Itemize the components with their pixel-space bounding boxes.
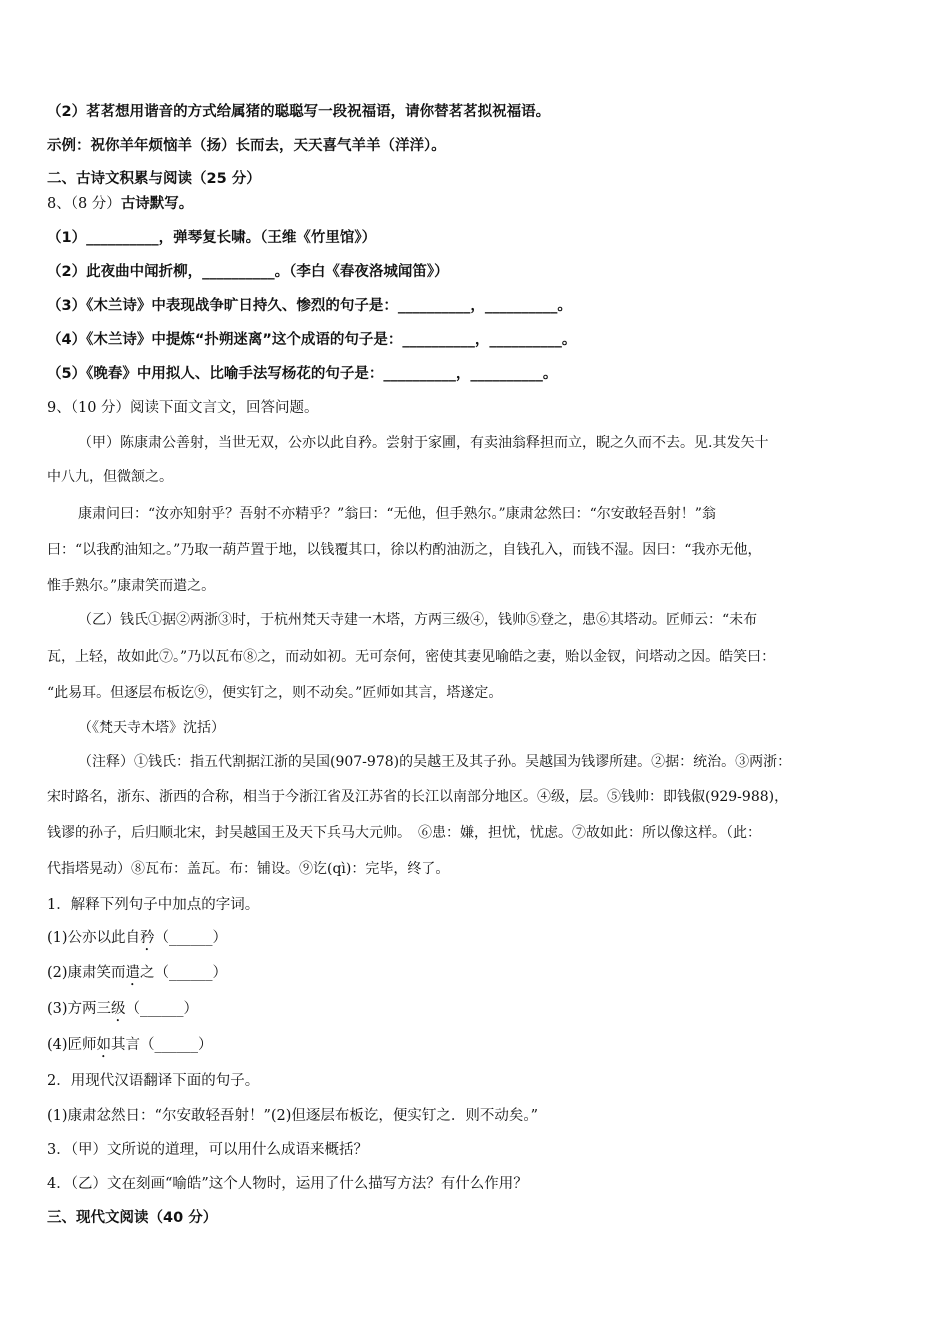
q8-instruction: 古诗默写。 xyxy=(120,196,194,212)
passage-line: 中八九，但微颔之。 xyxy=(47,469,173,485)
dotted-word: 如 xyxy=(96,1037,112,1053)
passage-line: “此易耳。但逐层布板讫⑨，便实钉之，则不动矣。”匠师如其言，塔遂定。 xyxy=(47,685,503,701)
passage-line: 瓦，上轻，故如此⑦。”乃以瓦布⑧之，而动如初。无可奈何，密使其妻见喻皓之妻，贻以金钗，问塔动之因。皓笑曰： xyxy=(47,649,776,665)
sub1-item-4 xyxy=(47,1035,213,1061)
sub1-item-1 xyxy=(47,928,227,954)
sub2-prompt: 2．用现代汉语翻译下面的句子。 xyxy=(47,1073,260,1089)
sub2-sentence: (1)康肃忿然日：“尔安敢轻吾射！”(2)但逐层布板讫，便实钉之．则不动矣。” xyxy=(47,1108,539,1124)
passage-line: 钱谬的孙子，后归顺北宋，封吴越国王及天下兵马大元帅。 ⑥患：嫌，担忧，忧虑。⑦故如此：所以像这样。（此： xyxy=(47,825,761,841)
item-text: (3)方两三 xyxy=(47,1001,112,1017)
q8-item-4: （4）《木兰诗》中提炼“扑朔迷离”这个成语的句子是：__________，__________。 xyxy=(47,332,577,348)
passage-line: 宋时路名，浙东、浙西的合称，相当于今浙江省及江苏省的长江以南部分地区。④级，层。⑤钱帅：即钱俶(929-988)， xyxy=(47,789,789,805)
q2-prompt: （2）茗茗想用谐音的方式给属猪的聪聪写一段祝福语，请你替茗茗拟祝福语。 xyxy=(47,104,551,120)
answer-blank: （______） xyxy=(154,930,228,946)
passage-line: 代指塔晃动）⑧瓦布：盖瓦。布：铺设。⑨讫(qì)：完毕，终了。 xyxy=(47,861,450,877)
passage-line: （注释）①钱氏：指五代割据江浙的吴国(907-978)的吴越王及其子孙。吴越国为钱谬所建。②据：统治。③两浙： xyxy=(78,754,792,770)
dotted-word: 矜 xyxy=(140,930,155,946)
passage-line: （乙）钱氏①据②两浙③时，于杭州梵天寺建一木塔，方两三级④，钱帅⑤登之，患⑥其塔动。匠师云：“未布 xyxy=(78,612,758,628)
sub1-item-3 xyxy=(47,999,198,1025)
item-text: (2)康肃笑而 xyxy=(47,965,126,981)
dotted-word: 级 xyxy=(111,1001,126,1017)
section3-heading: 三、现代文阅读（40 分） xyxy=(47,1210,218,1226)
answer-blank: 之（______） xyxy=(140,965,228,981)
q2-example: 示例：祝你羊年烦恼羊（扬）长而去，天天喜气羊羊（洋洋）。 xyxy=(47,138,446,154)
item-text: (1)公亦以此自 xyxy=(47,930,141,946)
q8-item-1: （1）__________，弹琴复长啸。（王维《竹里馆》） xyxy=(47,230,377,246)
answer-blank: （______） xyxy=(125,1001,199,1017)
answer-blank: 其言（______） xyxy=(111,1037,213,1053)
passage-line: 曰：“以我酌油知之。”乃取一葫芦置于地，以钱覆其口，徐以杓酌油沥之，自钱孔入，而钱不湿。因曰：“我亦无他， xyxy=(47,542,762,558)
q8-item-5: （5）《晚春》中用拟人、比喻手法写杨花的句子是：__________，__________。 xyxy=(47,366,558,382)
passage-line: 惟手熟尔。”康肃笑而遣之。 xyxy=(47,578,216,594)
sub4-question: 4．（乙）文在刻画“喻皓”这个人物时，运用了什么描写方法？有什么作用？ xyxy=(47,1176,528,1192)
q8-number: 8、（8 分） xyxy=(47,196,121,212)
q8-item-3: （3）《木兰诗》中表现战争旷日持久、惨烈的句子是：__________，__________。 xyxy=(47,298,572,314)
section2-heading: 二、古诗文积累与阅读（25 分） xyxy=(47,171,261,187)
sub1-prompt: 1．解释下列句子中加点的字词。 xyxy=(47,897,260,913)
sub1-item-2 xyxy=(47,963,227,989)
passage-source: （《梵天寺木塔》沈括） xyxy=(78,720,225,736)
passage-line: （甲）陈康肃公善射，当世无双，公亦以此自矜。尝射于家圃，有卖油翁释担而立，睨之久而不去。见.其发矢十 xyxy=(78,435,769,451)
sub3-question: 3．（甲）文所说的道理，可以用什么成语来概括？ xyxy=(47,1142,368,1158)
passage-line: 康肃问曰：“汝亦知射乎？吾射不亦精乎？”翁曰：“无他，但手熟尔。”康肃忿然曰：“尔安敢轻吾射！”翁 xyxy=(78,506,716,522)
q8-title xyxy=(47,194,193,214)
dotted-word: 遣 xyxy=(125,965,141,981)
q8-item-2: （2）此夜曲中闻折柳，__________。（李白《春夜洛城闻笛》） xyxy=(47,264,449,280)
item-text: (4)匠师 xyxy=(47,1037,97,1053)
q9-title: 9、（10 分）阅读下面文言文，回答问题。 xyxy=(47,400,319,416)
